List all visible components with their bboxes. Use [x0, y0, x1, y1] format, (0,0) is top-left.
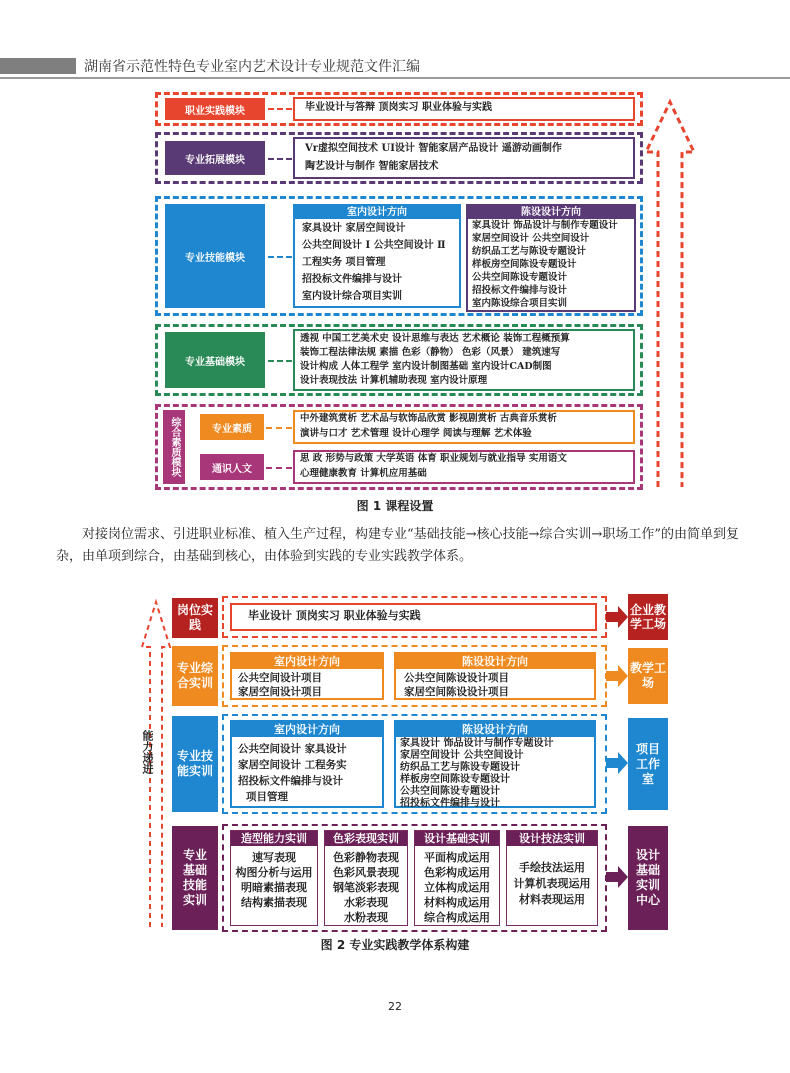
connector	[268, 158, 292, 160]
basic-training-label: 专业基础技能实训	[172, 826, 218, 930]
connector	[266, 427, 292, 429]
comp-training-label: 专业综合实训	[172, 646, 218, 706]
skill-display-title-2: 陈设设计方向	[396, 722, 594, 737]
figure-2-caption: 图 2 专业实践教学体系构建	[320, 938, 470, 952]
connector	[268, 256, 292, 258]
body-paragraph: 对接岗位需求、引进职业标准、植入生产过程，构建专业“基础技能→核心技能→综合实训→职场工作”的由简单到复杂，由单项到综合，由基础到核心，由体验到实践的专业实践教学体系。	[56, 527, 739, 564]
skill-display-item-2: 纺织品工艺与陈设专题设计	[400, 762, 520, 773]
basic-item-line: 装饰工程法律法规 素描 色彩（静物） 色彩（风景） 建筑速写	[300, 347, 561, 358]
basic-col-item: 结构素描表现	[241, 896, 307, 909]
comp-display-item: 家居空间陈设设计项目	[404, 686, 509, 698]
general-education-line-2: 心理健康教育 计算机应用基础	[300, 468, 427, 479]
basic-col-title: 造型能力实训	[231, 831, 317, 846]
basic-col-item: 色彩风景表现	[333, 866, 399, 879]
basic-col-item: 材料表现运用	[519, 893, 585, 906]
connector	[268, 108, 292, 110]
post-practice-side: 企业教学工场	[628, 594, 668, 640]
expand-line-2: 陶艺设计与制作 智能家居技术	[305, 161, 439, 172]
comp-interior-item: 公共空间设计项目	[238, 672, 322, 684]
basic-col-title: 色彩表现实训	[325, 831, 407, 846]
skill-interior-item: 公共空间设计 Ⅰ 公共空间设计 Ⅱ	[302, 240, 446, 251]
skill-display-item: 纺织品工艺与陈设专题设计	[472, 246, 587, 257]
skill-display-item-2: 样板房空间陈设专题设计	[400, 774, 510, 785]
connector	[268, 360, 292, 362]
pro-quality-line-1: 中外建筑赏析 艺术品与软饰品欣赏 影视剧赏析 古典音乐赏析	[300, 413, 557, 424]
basic-col-item: 立体构成运用	[424, 881, 490, 894]
arrow-right-icon	[606, 665, 628, 687]
basic-col-item: 速写表现	[252, 851, 296, 864]
basic-col-item: 水粉表现	[344, 911, 388, 924]
post-practice-items: 毕业设计 顶岗实习 职业体验与实践	[248, 609, 421, 622]
basic-col-title: 设计基础实训	[415, 831, 499, 846]
basic-col-item: 水彩表现	[344, 896, 388, 909]
skill-display-item-2: 家居空间设计 公共空间设计	[400, 750, 524, 761]
skill-interior-title: 室内设计方向	[295, 206, 459, 219]
skill-display-item-2: 家具设计 饰品设计与制作专题设计	[400, 738, 554, 749]
skill-interior-item: 室内设计综合项目实训	[302, 291, 402, 302]
pro-quality-label: 专业素质	[200, 414, 264, 440]
skill-interior-item: 家具设计 家居空间设计	[302, 223, 406, 234]
basic-col-item: 手绘技法运用	[519, 861, 585, 874]
pro-quality-line-2: 演讲与口才 艺术管理 设计心理学 阅读与理解 艺术体验	[300, 428, 532, 439]
basic-col-item: 平面构成运用	[424, 851, 490, 864]
skill-interior-item-2: 招投标文件编排与设计	[238, 775, 343, 787]
practice-items: 毕业设计与答辩 顶岗实习 职业体验与实践	[305, 102, 492, 113]
skill-training-side: 项目工作室	[628, 718, 668, 810]
expand-line-1: Vr虚拟空间技术 UI设计 智能家居产品设计 遥游动画制作	[305, 143, 562, 154]
basic-col-title: 设计技法实训	[507, 831, 597, 846]
skill-display-item: 样板房空间陈设专题设计	[472, 259, 577, 270]
skill-display-item: 公共空间陈设专题设计	[472, 272, 568, 283]
arrow-right-icon	[606, 866, 628, 888]
figure-1-caption: 图 1 课程设置	[356, 499, 434, 513]
skill-interior-item: 招投标文件编排与设计	[302, 274, 402, 285]
basic-col-item: 明暗素描表现	[241, 881, 307, 894]
header-title: 湖南省示范性特色专业室内艺术设计专业规范文件汇编	[84, 59, 420, 75]
basic-training-side: 设计基础实训中心	[628, 826, 668, 930]
skill-module-label: 专业技能模块	[165, 204, 265, 308]
comp-display-item: 公共空间陈设设计项目	[404, 672, 509, 684]
skill-interior-item-2: 家居空间设计 工程务实	[238, 759, 347, 771]
arrow-right-icon	[606, 606, 628, 628]
skill-display-item: 家具设计 饰品设计与制作专题设计	[472, 220, 618, 231]
skill-display-item: 家居空间设计 公共空间设计	[472, 233, 590, 244]
basic-col-item: 材料构成运用	[424, 896, 490, 909]
basic-col-item: 计算机表现运用	[513, 877, 591, 890]
general-education-line-1: 思 政 形势与政策 大学英语 体育 职业规划与就业指导 实用语文	[300, 453, 567, 464]
skill-display-item: 招投标文件编排与设计	[472, 285, 568, 296]
comp-training-side: 教学工场	[628, 648, 668, 704]
arrow-right-icon	[606, 752, 628, 774]
post-practice-label: 岗位实践	[172, 598, 218, 638]
comp-display-title: 陈设设计方向	[396, 654, 594, 669]
header-bar	[0, 58, 76, 74]
basic-item-line: 设计构成 人体工程学 室内设计制图基础 室内设计CAD制图	[300, 361, 552, 372]
skill-display-item-2: 招投标文件编排与设计	[400, 798, 500, 809]
expand-module-label: 专业拓展模块	[165, 141, 265, 175]
connector	[266, 467, 292, 469]
header-line	[0, 77, 790, 79]
basic-module-label: 专业基础模块	[165, 332, 265, 388]
skill-training-label: 专业技能实训	[172, 716, 218, 812]
ability-arrow-label: 能力递进	[141, 730, 154, 774]
basic-item-line: 设计表现技法 计算机辅助表现 室内设计原理	[300, 375, 488, 386]
progress-arrow-icon	[640, 92, 700, 492]
basic-col-item: 色彩静物表现	[333, 851, 399, 864]
skill-interior-item-2: 公共空间设计 家具设计	[238, 743, 347, 755]
basic-col-item: 钢笔淡彩表现	[333, 881, 399, 894]
skill-display-item: 室内陈设综合项目实训	[472, 298, 568, 309]
basic-col-item: 构图分析与运用	[235, 866, 313, 879]
page-number: 22	[388, 1000, 402, 1013]
skill-interior-item-2: 项目管理	[246, 791, 288, 803]
basic-col-item: 综合构成运用	[424, 911, 490, 924]
basic-item-line: 透视 中国工艺美术史 设计思维与表达 艺术概论 装饰工程概预算	[300, 333, 570, 344]
comp-interior-title: 室内设计方向	[232, 654, 382, 669]
basic-col-item: 色彩构成运用	[424, 866, 490, 879]
skill-display-item-2: 公共空间陈设专题设计	[400, 786, 500, 797]
general-module-label: 综合素质模块	[163, 410, 185, 484]
skill-interior-title-2: 室内设计方向	[232, 722, 382, 737]
skill-interior-item: 工程实务 项目管理	[302, 257, 386, 268]
skill-display-title: 陈设设计方向	[468, 206, 634, 219]
practice-module-label: 职业实践模块	[165, 98, 265, 120]
comp-interior-item: 家居空间设计项目	[238, 686, 322, 698]
general-education-label: 通识人文	[200, 454, 264, 480]
